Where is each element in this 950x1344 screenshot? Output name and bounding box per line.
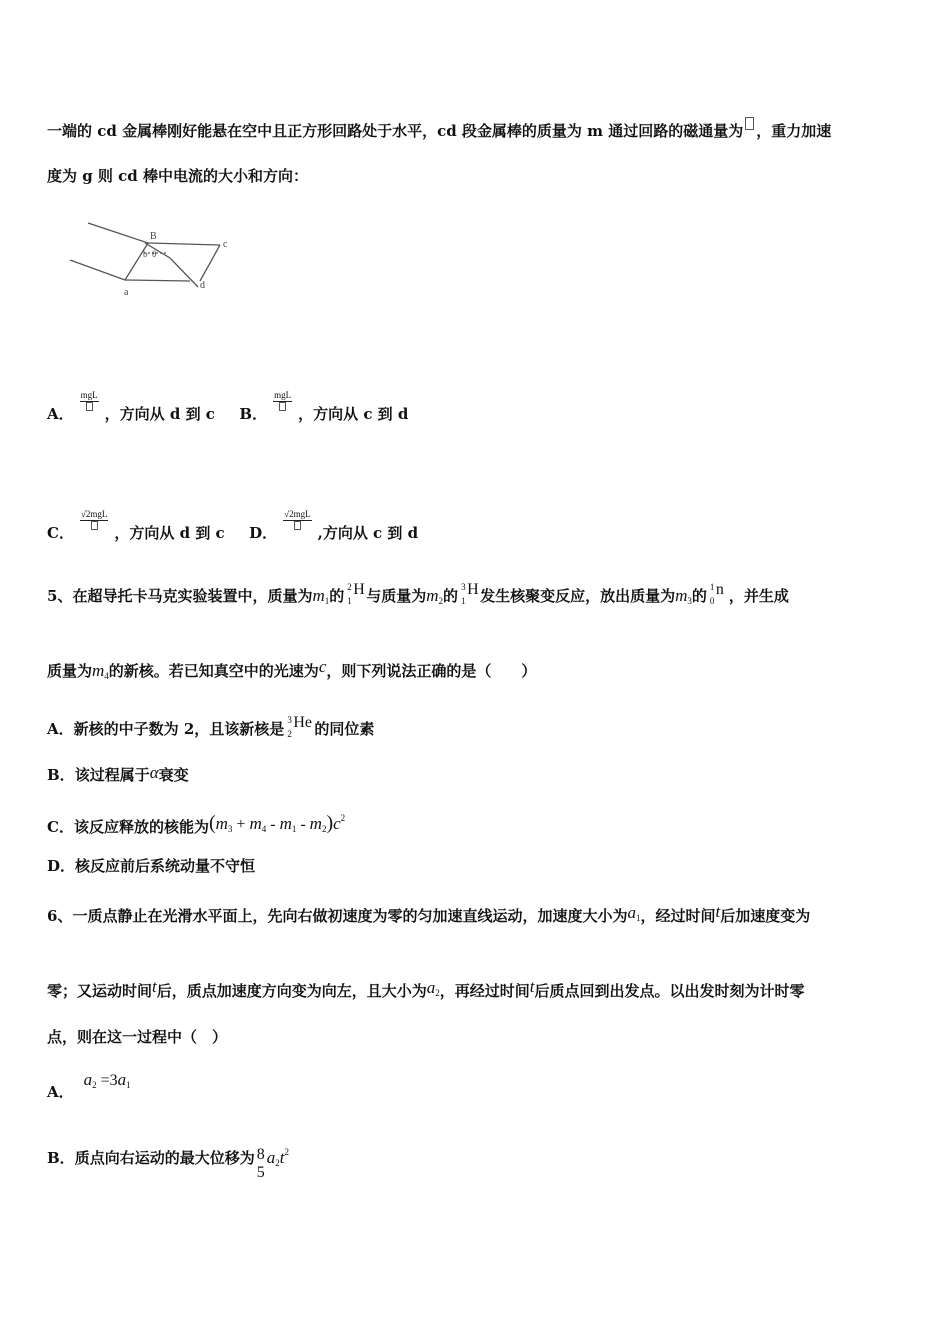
q4-option-a-text: ，方向从 d 到 c [104, 405, 215, 423]
atomic-number: 0 [709, 596, 715, 606]
var: t [279, 1148, 285, 1167]
option-text: 质点向右运动的最大位移为 [74, 1149, 255, 1167]
intro-text-1b: ，重力加速 [756, 122, 832, 140]
atomic-number: 1 [347, 596, 352, 606]
intro-line-2 [47, 166, 308, 186]
q5-text: 的新核。若已知真空中的光速为 [108, 662, 319, 680]
var: m [215, 814, 228, 833]
q5-text: 的 [691, 587, 707, 605]
formula-m2 [310, 814, 327, 833]
var: a [117, 1070, 127, 1089]
atomic-number: 2 [287, 729, 292, 739]
symbol-t: t [152, 977, 157, 996]
subscript: 2 [321, 824, 327, 834]
option-text: 该反应释放的核能为 [73, 818, 209, 836]
superscript: 2 [340, 813, 346, 823]
var: c [333, 814, 341, 833]
mass-number: 3 [461, 582, 466, 592]
var: m [309, 814, 322, 833]
mass-number: 2 [347, 582, 352, 592]
fraction-numerator: mgL [80, 390, 98, 400]
intro-line-1 [47, 117, 831, 141]
symbol-t: t [715, 902, 721, 921]
q4-option-a-label: A． [47, 405, 74, 423]
option-text: 的同位素 [314, 720, 375, 738]
subscript: 2 [438, 596, 444, 606]
option-text: 核反应前后系统动量不守恒 [75, 857, 256, 875]
formula-m4 [249, 814, 266, 833]
fraction-numerator: mgL [274, 390, 292, 400]
q5-number: 5、 [47, 587, 73, 605]
var: a [627, 903, 636, 922]
subscript: 4 [261, 824, 267, 834]
paren-close: ) [326, 812, 334, 834]
formula-t-squared [280, 1148, 289, 1167]
q4-option-c-label: C． [47, 524, 74, 542]
subscript: 4 [104, 671, 109, 681]
formula-m3 [216, 814, 233, 833]
flux-symbol-placeholder [91, 521, 98, 530]
q4-option-d-label: D． [249, 524, 278, 542]
operator: - [296, 816, 310, 833]
q4-option-c-fraction [80, 509, 108, 533]
option-text: 衰变 [158, 766, 189, 784]
q6-stem-line-2 [47, 977, 805, 1003]
subscript: 2 [275, 1158, 280, 1168]
nuclide-neutron [707, 583, 729, 605]
symbol-a2 [427, 978, 440, 997]
q5-option-c [47, 808, 345, 839]
formula-m1 [280, 814, 297, 833]
operator: =3 [96, 1072, 118, 1089]
var: m [92, 661, 105, 680]
q4-option-b-text: ，方向从 c 到 d [298, 405, 409, 423]
q6-text: 零；又运动时间 [47, 982, 153, 1000]
q5-text: 质量为 [47, 662, 93, 680]
q5-option-a [47, 716, 374, 739]
q5-stem-line-1 [47, 583, 789, 611]
formula-c-squared [333, 814, 345, 833]
q6-stem-line-1 [47, 902, 810, 928]
fraction-numerator: √2mgL [284, 509, 311, 519]
q4-option-d-fraction [283, 509, 311, 533]
fraction-8-5 [257, 1146, 265, 1182]
option-text: 新核的中子数为 2，且该新核是 [73, 720, 285, 738]
symbol-alpha: α [149, 763, 159, 782]
operator: + [232, 816, 250, 833]
paren-open: ( [208, 812, 216, 834]
subscript: 3 [687, 596, 692, 606]
q6-option-b [47, 1142, 289, 1182]
symbol-c: c [318, 657, 327, 676]
label-a: a [124, 287, 129, 298]
option-label: C． [47, 818, 74, 836]
q5-text: ，并生成 [728, 587, 789, 605]
formula-a1 [118, 1070, 131, 1089]
symbol-m2 [426, 586, 443, 605]
circuit-diagram [40, 195, 240, 340]
q5-text: 的 [443, 587, 459, 605]
fraction-numerator: √2mgL [80, 509, 108, 519]
q6-text: 后，质点加速度方向变为向左，且大小为 [156, 982, 427, 1000]
option-label: D． [47, 857, 76, 875]
q5-option-d [47, 856, 255, 876]
var: m [426, 586, 439, 605]
q5-text: ，则下列说法正确的是（ ） [326, 662, 537, 680]
q4-options-row-1 [47, 390, 408, 424]
subscript: 2 [92, 1080, 97, 1090]
q4-option-b-label: B． [239, 405, 268, 423]
q6-text: ，经过时间 [640, 907, 716, 925]
q6-text: ，再经过时间 [439, 982, 530, 1000]
q6-option-a [47, 1070, 131, 1101]
intro-text-2: 度为 g 则 cd 棒中电流的大小和方向： [47, 167, 309, 185]
label-B: B [150, 231, 157, 242]
subscript: 2 [435, 988, 440, 998]
var: m [279, 814, 292, 833]
fraction-denominator [283, 521, 311, 533]
symbol-a1 [627, 903, 640, 922]
var: a [83, 1070, 93, 1089]
formula-a2 [84, 1070, 97, 1089]
intro-text-1: 一端的 cd 金属棒刚好能悬在空中且正方形回路处于水平，cd 段金属棒的质量为 m 通过回路的磁通量为 [47, 122, 744, 140]
symbol-m4 [92, 661, 109, 680]
q4-option-a-fraction [80, 390, 99, 414]
symbol-m3 [675, 586, 692, 605]
q5-option-b [47, 763, 189, 785]
option-label: B． [47, 1149, 75, 1167]
subscript: 1 [291, 824, 297, 834]
q5-text: 在超导托卡马克实验装置中，质量为 [72, 587, 313, 605]
label-b: b [143, 249, 148, 259]
subscript: 1 [635, 913, 641, 923]
mass-number: 3 [287, 715, 292, 725]
element-symbol: H [467, 581, 479, 598]
q6-text: 后质点回到出发点。以出发时刻为计时零 [534, 982, 805, 1000]
element-symbol: H [353, 581, 365, 598]
q6-number: 6、 [47, 907, 73, 925]
option-text: 该过程属于 [74, 766, 150, 784]
q4-option-c-text: ，方向从 d 到 c [114, 524, 225, 542]
fraction-numerator: 8 [256, 1146, 265, 1163]
flux-symbol-placeholder [745, 117, 754, 130]
q4-options-row-2 [47, 509, 418, 543]
var: m [312, 586, 325, 605]
label-theta: θ [152, 249, 157, 259]
subscript: 1 [126, 1080, 131, 1090]
q5-text: 发生核聚变反应，放出质量为 [480, 587, 676, 605]
option-label: B． [47, 766, 75, 784]
var: m [675, 586, 688, 605]
option-label: A． [47, 720, 74, 738]
var: a [426, 978, 436, 997]
fraction-denominator [80, 521, 108, 533]
subscript: 3 [227, 824, 233, 834]
atomic-number: 1 [461, 596, 466, 606]
fraction-denominator [80, 402, 99, 414]
var: m [249, 814, 262, 833]
label-c: c [223, 239, 228, 250]
symbol-t: t [529, 977, 535, 996]
q4-option-b-fraction [273, 390, 292, 414]
q5-text: 的 [329, 587, 345, 605]
nuclide-deuterium [344, 583, 366, 605]
flux-symbol-placeholder [86, 402, 93, 411]
flux-symbol-placeholder [294, 521, 301, 530]
label-d: d [200, 280, 205, 291]
q5-stem-line-2 [47, 657, 536, 686]
q4-option-d-text: ,方向从 c 到 d [317, 524, 419, 542]
q6-text: 一质点静止在光滑水平面上，先向右做初速度为零的匀加速直线运动，加速度大小为 [72, 907, 628, 925]
fraction-denominator [273, 402, 292, 414]
q6-text: 点，则在这一过程中（ ） [47, 1028, 228, 1046]
option-label: A． [47, 1083, 74, 1101]
q5-text: 与质量为 [366, 587, 427, 605]
element-symbol: He [293, 714, 312, 731]
fraction-denominator: 5 [256, 1164, 265, 1181]
var: a [266, 1148, 276, 1167]
mass-number: 1 [709, 582, 715, 592]
flux-symbol-placeholder [279, 402, 286, 411]
operator: - [266, 816, 280, 833]
q6-text: 后加速度变为 [720, 907, 811, 925]
nuclide-helium-3 [284, 716, 314, 738]
superscript: 2 [284, 1147, 289, 1157]
element-symbol: n [715, 581, 724, 598]
nuclide-tritium [458, 583, 480, 605]
symbol-m1 [312, 586, 329, 605]
subscript: 1 [324, 596, 330, 606]
formula-a2 [267, 1148, 280, 1167]
q6-stem-line-3 [47, 1027, 227, 1047]
